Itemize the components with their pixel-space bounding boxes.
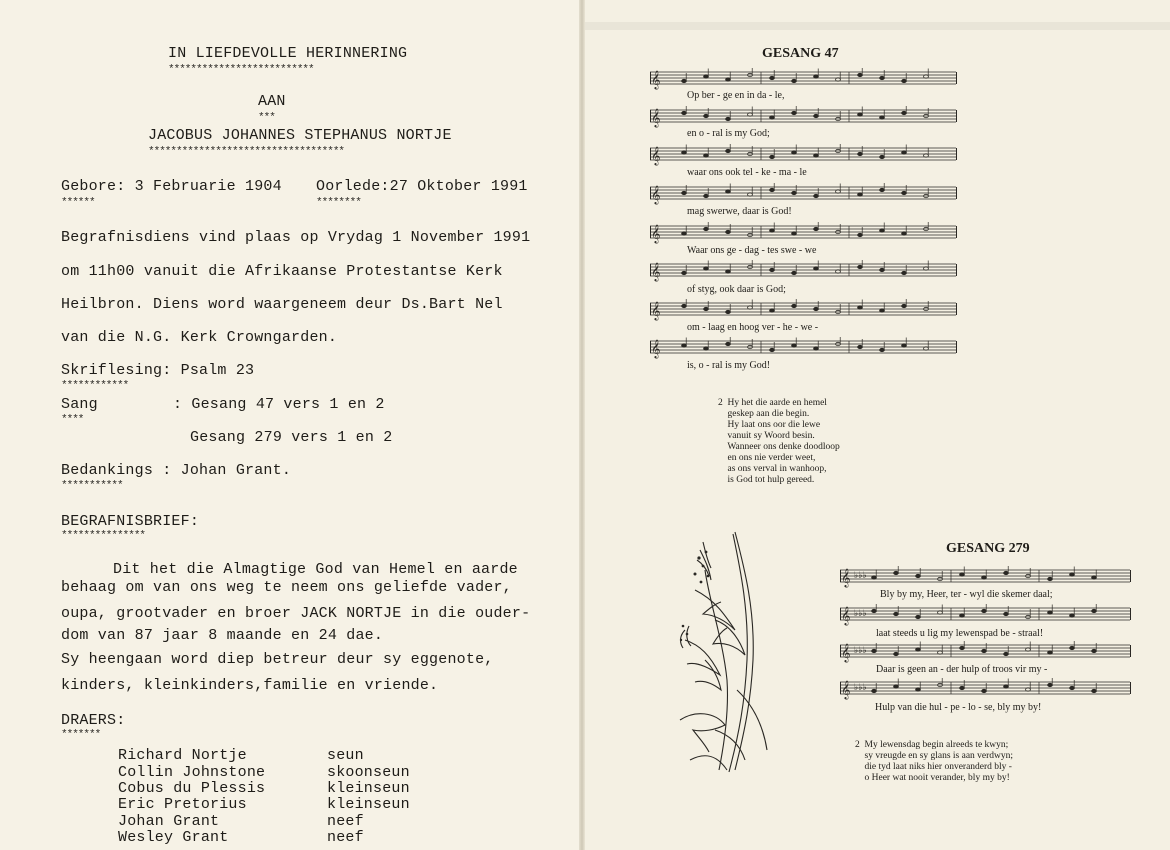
hymn-279-lyric: Hulp van die hul - pe - lo - se, bly my by!	[875, 702, 1042, 713]
note-head	[1092, 649, 1097, 652]
treble-clef-icon: 𝄞	[651, 146, 661, 165]
note-head	[1048, 577, 1053, 580]
service-line: om 11h00 vanuit die Afrikaanse Protestantse Kerk	[61, 263, 503, 280]
note-head	[792, 79, 797, 82]
note-head	[858, 113, 863, 116]
left-page	[0, 0, 583, 850]
page-fold	[579, 0, 585, 850]
note-head	[982, 609, 987, 612]
note-head	[792, 271, 797, 274]
treble-clef-icon: 𝄞	[651, 262, 661, 281]
letter-heading: BEGRAFNISBRIEF:	[61, 513, 200, 530]
note-head	[902, 111, 907, 114]
hymn-47-lyric: om - laag en hoog ver - he - we -	[687, 322, 819, 333]
flat-sign-icon: ♭♭♭	[854, 609, 867, 619]
treble-clef-icon: 𝄞	[651, 339, 661, 358]
note-head	[814, 347, 819, 350]
note-head	[682, 151, 687, 154]
note-head	[770, 155, 775, 158]
note-head	[1092, 576, 1097, 579]
note-head	[770, 76, 775, 79]
music-staff	[650, 260, 960, 282]
note-head	[960, 646, 965, 649]
note-head	[726, 342, 731, 345]
note-head	[814, 75, 819, 78]
hymn-47-title: GESANG 47	[762, 46, 839, 61]
note-head	[880, 155, 885, 158]
note-head	[704, 267, 709, 270]
letter-line: oupa, grootvader en broer JACK NORTJE in die ouder-	[61, 605, 531, 622]
reading-stars: ************	[61, 380, 129, 392]
thanks-stars: ***********	[61, 480, 123, 492]
treble-clef-icon: 𝄞	[651, 70, 661, 89]
note-head	[726, 310, 731, 313]
treble-clef-icon: 𝄞	[651, 108, 661, 127]
service-line: van die N.G. Kerk Crowngarden.	[61, 329, 338, 346]
note-head	[726, 117, 731, 120]
music-staff	[840, 678, 1134, 700]
note-head	[880, 268, 885, 271]
note-head	[858, 345, 863, 348]
note-head	[792, 151, 797, 154]
note-head	[704, 347, 709, 350]
note-head	[792, 232, 797, 235]
note-head	[982, 689, 987, 692]
lily-illustration-icon	[675, 530, 785, 785]
note-head	[792, 344, 797, 347]
note-head	[960, 686, 965, 689]
bearer-name: Johan Grant	[118, 813, 220, 830]
died-stars: ********	[316, 197, 361, 209]
note-head	[1048, 611, 1053, 614]
treble-clef-icon: 𝄞	[841, 680, 851, 699]
note-head	[770, 188, 775, 191]
bearers-heading: DRAERS:	[61, 712, 126, 729]
note-head	[1004, 685, 1009, 688]
bearer-relation: kleinseun	[327, 780, 410, 797]
note-head	[858, 233, 863, 236]
hymn-279-title: GESANG 279	[946, 541, 1030, 556]
note-head	[880, 76, 885, 79]
bearer-name: Cobus du Plessis	[118, 780, 266, 797]
treble-clef-icon: 𝄞	[651, 224, 661, 243]
deceased-name: JACOBUS JOHANNES STEPHANUS NORTJE	[148, 127, 452, 144]
letter-line: behaag om van ons weg te neem ons geliefde vader,	[61, 579, 512, 596]
bearers-stars: *******	[61, 729, 101, 741]
note-head	[704, 227, 709, 230]
bearer-name: Wesley Grant	[118, 829, 229, 846]
song-two: Gesang 279 vers 1 en 2	[190, 429, 393, 446]
flat-sign-icon: ♭♭♭	[854, 571, 867, 581]
music-staff	[840, 566, 1134, 588]
note-head	[704, 307, 709, 310]
hymn-279-verse-2: 2 My lewensdag begin alreeds te kwyn; sy vreugde en sy glans is aan verdwyn; die tyd laat niks hier onveranderd bly - o Heer wat nooit verander, bly my by!	[855, 740, 1014, 783]
born-stars: ******	[61, 197, 95, 209]
note-head	[770, 309, 775, 312]
note-head	[704, 154, 709, 157]
song-one: : Gesang 47 vers 1 en 2	[173, 396, 385, 413]
note-head	[682, 344, 687, 347]
note-head	[858, 73, 863, 76]
music-staff	[840, 604, 1134, 626]
note-head	[902, 271, 907, 274]
music-staff	[650, 299, 960, 321]
born-date: Gebore: 3 Februarie 1904	[61, 178, 282, 195]
music-staff	[650, 68, 960, 90]
note-head	[1048, 683, 1053, 686]
note-head	[814, 154, 819, 157]
note-head	[858, 306, 863, 309]
note-head	[858, 152, 863, 155]
note-head	[880, 348, 885, 351]
note-head	[792, 304, 797, 307]
flat-sign-icon: ♭♭♭	[854, 646, 867, 656]
name-stars: ***********************************	[148, 146, 345, 158]
note-head	[682, 304, 687, 307]
note-head	[682, 111, 687, 114]
note-head	[858, 193, 863, 196]
note-head	[960, 614, 965, 617]
note-head	[770, 268, 775, 271]
note-head	[880, 309, 885, 312]
note-head	[880, 116, 885, 119]
aan-stars: ***	[258, 112, 275, 124]
note-head	[902, 304, 907, 307]
bearer-relation: neef	[327, 829, 364, 846]
hymn-47-lyric: waar ons ook tel - ke - ma - le	[687, 167, 807, 178]
letter-stars: ***************	[61, 530, 146, 542]
note-head	[704, 114, 709, 117]
note-head	[814, 307, 819, 310]
note-head	[872, 609, 877, 612]
hymn-47-lyric: mag swerwe, daar is God!	[687, 206, 792, 217]
music-staff	[650, 183, 960, 205]
note-head	[1004, 612, 1009, 615]
hymn-279-lyric: Bly by my, Heer, ter - wyl die skemer daal;	[880, 589, 1053, 600]
note-head	[880, 188, 885, 191]
note-head	[814, 114, 819, 117]
note-head	[726, 78, 731, 81]
aan-label: AAN	[258, 93, 286, 110]
note-head	[726, 230, 731, 233]
note-head	[894, 652, 899, 655]
note-head	[770, 348, 775, 351]
note-head	[960, 573, 965, 576]
note-head	[770, 229, 775, 232]
hymn-47-lyric: of styg, ook daar is God;	[687, 284, 786, 295]
note-head	[814, 194, 819, 197]
note-head	[916, 648, 921, 651]
note-head	[872, 649, 877, 652]
note-head	[726, 149, 731, 152]
note-head	[872, 576, 877, 579]
right-page-shadow	[583, 22, 1170, 30]
note-head	[902, 79, 907, 82]
treble-clef-icon: 𝄞	[841, 568, 851, 587]
hymn-47-lyric: en o - ral is my God;	[687, 128, 770, 139]
music-staff	[650, 144, 960, 166]
note-head	[916, 688, 921, 691]
note-head	[682, 271, 687, 274]
note-head	[902, 232, 907, 235]
note-head	[770, 116, 775, 119]
note-head	[916, 615, 921, 618]
letter-line: Dit het die Almagtige God van Hemel en aarde	[113, 561, 518, 578]
service-line: Heilbron. Diens word waargeneem deur Ds.Bart Nel	[61, 296, 503, 313]
note-head	[792, 191, 797, 194]
song-stars: ****	[61, 414, 84, 426]
bearer-relation: kleinseun	[327, 796, 410, 813]
note-head	[682, 191, 687, 194]
note-head	[1004, 652, 1009, 655]
thanks: Bedankings : Johan Grant.	[61, 462, 292, 479]
treble-clef-icon: 𝄞	[651, 301, 661, 320]
note-head	[982, 576, 987, 579]
note-head	[1048, 651, 1053, 654]
note-head	[704, 75, 709, 78]
note-head	[894, 685, 899, 688]
letter-line: kinders, kleinkinders,familie en vriende.	[61, 677, 439, 694]
service-line: Begrafnisdiens vind plaas op Vrydag 1 November 1991	[61, 229, 531, 246]
note-head	[894, 612, 899, 615]
hymn-279-lyric: laat steeds u lig my lewenspad be - straal!	[876, 628, 1044, 639]
note-head	[814, 227, 819, 230]
music-staff	[650, 337, 960, 359]
letter-line: Sy heengaan word diep betreur deur sy eggenote,	[61, 651, 494, 668]
bearer-name: Collin Johnstone	[118, 764, 266, 781]
music-staff	[840, 641, 1134, 663]
died-date: Oorlede:27 Oktober 1991	[316, 178, 528, 195]
hymn-47-lyric: Waar ons ge - dag - tes swe - we	[687, 245, 817, 256]
hymn-47-verse-2: 2 Hy het die aarde en hemel geskep aan die begin. Hy laat ons oor die lewe vanuit sy Woord besin. Wanneer ons denke doodloop en ons nie verder weet, as ons verval in wanhoop, is God tot hulp gereed.	[718, 398, 840, 485]
note-head	[858, 265, 863, 268]
note-head	[726, 270, 731, 273]
treble-clef-icon: 𝄞	[841, 606, 851, 625]
heading: IN LIEFDEVOLLE HERINNERING	[168, 45, 408, 62]
bearer-relation: neef	[327, 813, 364, 830]
scripture-reading: Skriflesing: Psalm 23	[61, 362, 255, 379]
music-staff	[650, 222, 960, 244]
flat-sign-icon: ♭♭♭	[854, 683, 867, 693]
note-head	[1092, 689, 1097, 692]
hymn-47-lyric: Op ber - ge en in da - le,	[687, 90, 785, 101]
note-head	[792, 111, 797, 114]
note-head	[894, 571, 899, 574]
note-head	[682, 232, 687, 235]
note-head	[814, 267, 819, 270]
music-staff	[650, 106, 960, 128]
note-head	[704, 194, 709, 197]
note-head	[902, 344, 907, 347]
note-head	[872, 689, 877, 692]
note-head	[1070, 614, 1075, 617]
note-head	[1070, 646, 1075, 649]
bearer-relation: seun	[327, 747, 364, 764]
treble-clef-icon: 𝄞	[651, 185, 661, 204]
note-head	[880, 229, 885, 232]
note-head	[982, 649, 987, 652]
note-head	[1070, 573, 1075, 576]
note-head	[682, 79, 687, 82]
note-head	[902, 191, 907, 194]
bearer-name: Eric Pretorius	[118, 796, 247, 813]
letter-line: dom van 87 jaar 8 maande en 24 dae.	[61, 627, 384, 644]
note-head	[916, 574, 921, 577]
song-label: Sang	[61, 396, 98, 413]
heading-stars: **************************	[168, 64, 314, 76]
treble-clef-icon: 𝄞	[841, 643, 851, 662]
hymn-279-lyric: Daar is geen an - der hulp of troos vir my -	[876, 664, 1048, 675]
note-head	[1004, 571, 1009, 574]
bearer-relation: skoonseun	[327, 764, 410, 781]
note-head	[1092, 609, 1097, 612]
note-head	[726, 190, 731, 193]
hymn-47-lyric: is, o - ral is my God!	[687, 360, 771, 371]
bearer-name: Richard Nortje	[118, 747, 247, 764]
note-head	[1070, 686, 1075, 689]
note-head	[902, 151, 907, 154]
